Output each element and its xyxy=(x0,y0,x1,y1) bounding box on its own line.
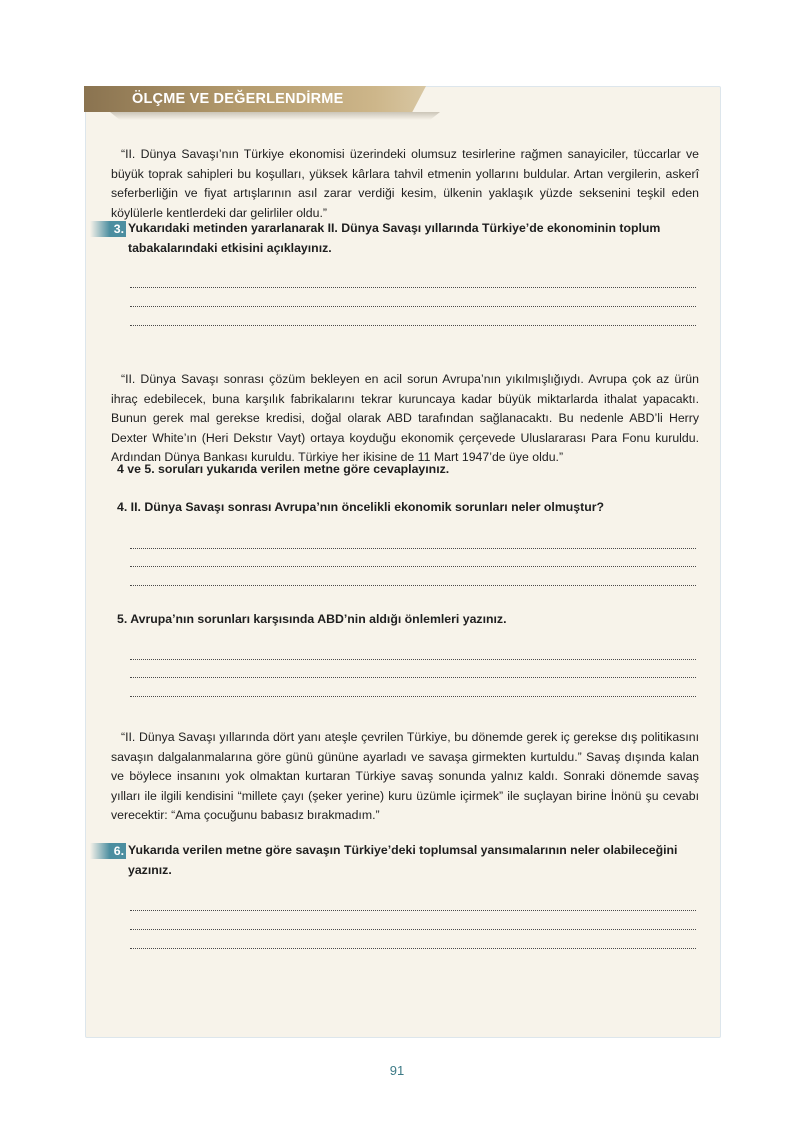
answer-line-6c[interactable] xyxy=(130,948,696,950)
answer-line-3c[interactable] xyxy=(130,325,696,327)
answer-line-6b[interactable] xyxy=(130,929,696,931)
answer-line-5a[interactable] xyxy=(130,659,696,661)
answer-line-4a[interactable] xyxy=(130,548,696,550)
answer-line-4b[interactable] xyxy=(130,566,696,568)
passage-3: “II. Dünya Savaşı yıllarında dört yanı ateşle çevrilen Türkiye, bu dönemde gerek iç gerekse dış politikasını savaşın dalgalanmalarına göre günü gününe ayarladı ve savaşa girmekten kurtuldu.” Savaş dışında kalan ve böylece insanını yok olmaktan kurtaran Türkiye savaş sonunda yalnız kaldı. Sonraki dönemde savaş yılları ile ilgili kendisini “millete çayı (şeker yerine) kuru üzümle içirmek” ile suçlayan birine İnönü şu cevabı verecektir: “Ama çocuğunu babasız bırakmadım.” xyxy=(111,730,699,822)
answer-line-5c[interactable] xyxy=(130,696,696,698)
answer-line-5b[interactable] xyxy=(130,677,696,679)
answer-line-4c[interactable] xyxy=(130,585,696,587)
question-5-text: 5. Avrupa’nın sorunları karşısında ABD’nin aldığı önlemleri yazınız. xyxy=(117,612,507,626)
passage-2: “II. Dünya Savaşı sonrası çözüm bekleyen en acil sorun Avrupa’nın yıkılmışlığıydı. Avrupa çok az ürün ihraç edebilecek, buna karşılık fabrikalarını tekrar kuruncaya kadar büyük miktarlarda ithalat yapacaktı. Bunun gerek mal gerekse kredisi, doğal olarak ABD tarafından sağlanacaktı. Bu nedenle ABD’li Herry Dexter White’ın (Heri Dekstır Vayt) ortaya koyduğu ekonomik çerçevede Uluslararası Para Fonu kuruldu. Ardından Dünya Bankası kuruldu. Türkiye her ikisine de 11 Mart 1947’de üye oldu.” xyxy=(111,372,699,464)
question-6-badge: 6. xyxy=(90,843,126,859)
section-title: ÖLÇME VE DEĞERLENDİRME xyxy=(132,91,344,107)
passage-1: “II. Dünya Savaşı’nın Türkiye ekonomisi üzerindeki olumsuz tesirlerine rağmen sanayiciler, tüccarlar ve büyük toprak sahipleri bu koşulları, yüksek kârlara tahvil etmenin yollarını buldular. Artan vergilerin, askerî seferberliğin ve fiyat artışlarının asıl zarar verdiği kesim, ülkenin yaklaşık yüzde seksenini teşkil eden köylülerle kentlerdeki dar gelirliler oldu.” xyxy=(111,147,699,220)
answer-line-6a[interactable] xyxy=(130,910,696,912)
section-header-shadow xyxy=(110,112,440,120)
question-6-text: Yukarıda verilen metne göre savaşın Türkiye’deki toplumsal yansımalarının neler olabileceğini yazınız. xyxy=(128,843,678,877)
answer-line-3a[interactable] xyxy=(130,287,696,289)
instruction-4-5: 4 ve 5. soruları yukarıda verilen metne göre cevaplayınız. xyxy=(117,462,450,476)
answer-line-3b[interactable] xyxy=(130,306,696,308)
question-4-text: 4. II. Dünya Savaşı sonrası Avrupa’nın öncelikli ekonomik sorunları neler olmuştur? xyxy=(117,500,605,514)
page-number: 91 xyxy=(389,1063,405,1078)
question-3-text: Yukarıdaki metinden yararlanarak II. Dünya Savaşı yıllarında Türkiye’de ekonominin toplum tabakalarındaki etkisini açıklayınız. xyxy=(128,221,661,255)
question-3-badge: 3. xyxy=(90,221,126,237)
